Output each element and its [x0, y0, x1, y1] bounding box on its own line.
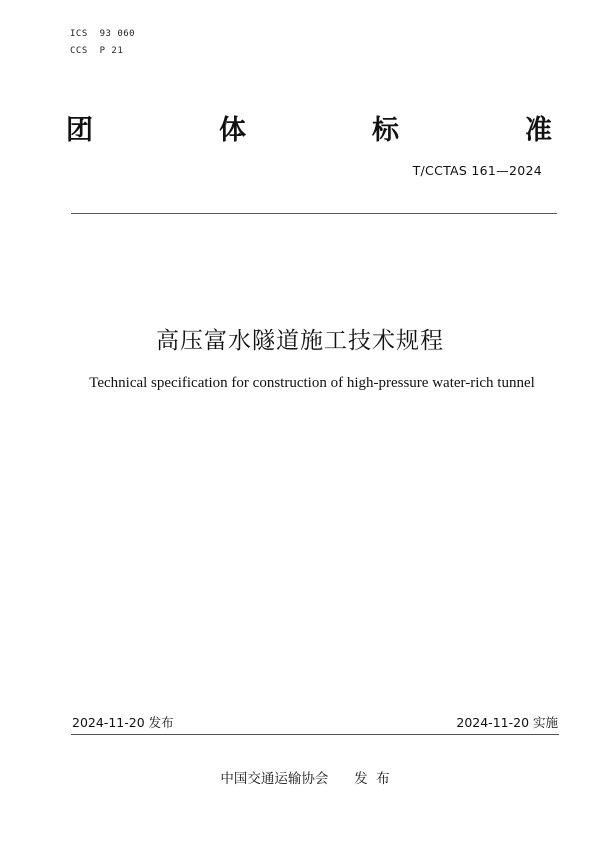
- publisher-name: 中国交通运输协会: [220, 771, 329, 787]
- standard-type-char: 准: [525, 115, 552, 146]
- standard-type-char: 标: [372, 115, 399, 146]
- footer-divider: [71, 734, 559, 735]
- publisher-action: 发 布: [354, 771, 390, 787]
- ics-code: ICS 93 060: [70, 29, 136, 39]
- standard-type-heading: [66, 114, 552, 148]
- document-title-chinese: 高压富水隧道施工技术规程: [156, 328, 444, 354]
- issue-date: 2024-11-20 发布: [72, 715, 174, 730]
- publisher-line: [0, 767, 600, 787]
- standard-type-char: 团: [66, 115, 93, 146]
- ccs-code: CCS P 21: [70, 46, 124, 56]
- header-divider: [71, 213, 557, 214]
- standard-number: T/CCTAS 161—2024: [412, 163, 542, 178]
- implementation-date: 2024-11-20 实施: [456, 715, 558, 730]
- standard-type-char: 体: [219, 115, 246, 146]
- document-title-english: Technical specification for construction of high-pressure water-rich tunnel: [89, 375, 535, 391]
- classification-codes: [70, 26, 135, 60]
